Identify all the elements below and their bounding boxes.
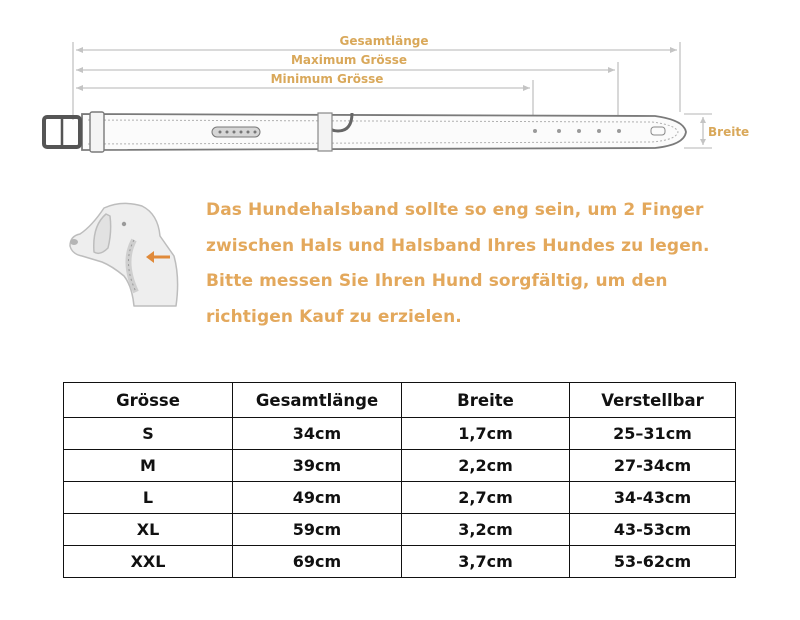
table-row bbox=[64, 418, 736, 450]
cell-size: S bbox=[64, 418, 233, 450]
instruction-line: richtigen Kauf zu erzielen. bbox=[206, 306, 462, 327]
cell-size: XXL bbox=[64, 546, 233, 578]
cell-total-length: 59cm bbox=[233, 514, 402, 546]
cell-adjustable: 53-62cm bbox=[570, 546, 736, 578]
header-adjustable: Verstellbar bbox=[570, 383, 736, 418]
cell-total-length: 69cm bbox=[233, 546, 402, 578]
width-label: Breite bbox=[708, 125, 750, 139]
total-length-label: Gesamtlänge bbox=[339, 34, 429, 48]
dog-neck-measure-illustration bbox=[62, 196, 192, 316]
cell-width: 3,2cm bbox=[402, 514, 570, 546]
collar-diagram bbox=[0, 0, 800, 190]
cell-size: L bbox=[64, 482, 233, 514]
cell-adjustable: 27-34cm bbox=[570, 450, 736, 482]
instruction-line: Bitte messen Sie Ihren Hund sorgfältig, um den bbox=[206, 271, 668, 291]
cell-size: XL bbox=[64, 514, 233, 546]
cell-adjustable: 34-43cm bbox=[570, 482, 736, 514]
cell-total-length: 49cm bbox=[233, 482, 402, 514]
cell-adjustable: 25–31cm bbox=[570, 418, 736, 450]
cell-width: 2,2cm bbox=[402, 450, 570, 482]
max-size-label: Maximum Grösse bbox=[290, 53, 408, 67]
instruction-text bbox=[206, 193, 766, 335]
header-width: Breite bbox=[402, 383, 570, 418]
table-header-row bbox=[64, 383, 736, 418]
instruction-line: zwischen Hals und Halsband Ihres Hundes zu legen. bbox=[206, 235, 710, 256]
cell-width: 1,7cm bbox=[402, 418, 570, 450]
cell-width: 3,7cm bbox=[402, 546, 570, 578]
collar-strap bbox=[44, 112, 686, 152]
instruction-line: Das Hundehalsband sollte so eng sein, um 2 Finger bbox=[206, 200, 704, 220]
header-total-length: Gesamtlänge bbox=[233, 383, 402, 418]
cell-width: 2,7cm bbox=[402, 482, 570, 514]
cell-adjustable: 43-53cm bbox=[570, 514, 736, 546]
table-row bbox=[64, 514, 736, 546]
cell-total-length: 39cm bbox=[233, 450, 402, 482]
min-size-label: Minimum Grösse bbox=[270, 72, 384, 86]
table-row bbox=[64, 482, 736, 514]
table-row bbox=[64, 546, 736, 578]
size-table bbox=[63, 382, 736, 578]
cell-size: M bbox=[64, 450, 233, 482]
header-size: Grösse bbox=[64, 383, 233, 418]
table-row bbox=[64, 450, 736, 482]
cell-total-length: 34cm bbox=[233, 418, 402, 450]
